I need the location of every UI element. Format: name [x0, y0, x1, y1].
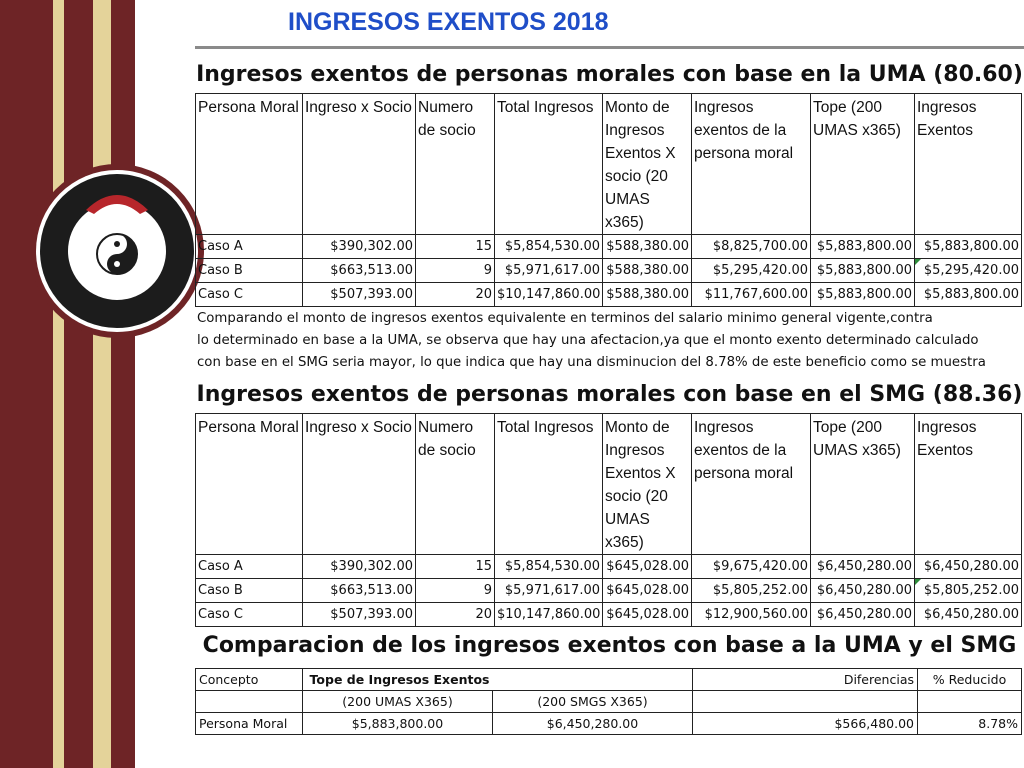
cell-monto: $588,380.00 — [603, 235, 692, 259]
spreadsheet — [195, 50, 1024, 740]
cell-socios: 15 — [416, 555, 495, 579]
cell-caso: Caso A — [196, 555, 303, 579]
comparison-data-row — [196, 713, 1022, 735]
cmp-cell-smg: $6,450,280.00 — [493, 713, 693, 735]
smg-header-row — [196, 414, 1022, 555]
header-ingreso-socio: Ingreso x Socio — [303, 414, 416, 555]
header-monto-exentos: Monto de Ingresos Exentos X socio (20 UMAS x365) — [603, 414, 692, 555]
cell-monto: $588,380.00 — [603, 259, 692, 283]
cell-monto: $588,380.00 — [603, 283, 692, 307]
cell-exentos-pm: $5,295,420.00 — [692, 259, 811, 283]
uma-header-row — [196, 94, 1022, 235]
cell-caso: Caso B — [196, 579, 303, 603]
smg-table — [195, 413, 1022, 627]
cmp-header-concepto: Concepto — [196, 669, 303, 691]
cell-exentos-pm: $12,900,560.00 — [692, 603, 811, 627]
cell-exentos: $5,295,420.00 — [915, 259, 1022, 283]
header-ingresos-exentos: Ingresos Exentos — [915, 414, 1022, 555]
cmp-sub-smg: (200 SMGS X365) — [493, 691, 693, 713]
cell-monto: $645,028.00 — [603, 579, 692, 603]
stripe-gold-1 — [53, 0, 64, 768]
cell-exentos: $5,883,800.00 — [915, 235, 1022, 259]
table-row — [196, 579, 1022, 603]
cmp-cell-pct: 8.78% — [918, 713, 1022, 735]
cell-socios: 20 — [416, 603, 495, 627]
header-exentos-pm: Ingresos exentos de la persona moral — [692, 94, 811, 235]
header-numero-socio: Numero de socio — [416, 414, 495, 555]
cell-exentos-pm: $5,805,252.00 — [692, 579, 811, 603]
divider-line — [195, 46, 1024, 49]
cell-total: $5,854,530.00 — [495, 235, 603, 259]
cell-tope: $6,450,280.00 — [811, 555, 915, 579]
cell-exentos: $5,805,252.00 — [915, 579, 1022, 603]
cell-ingreso: $507,393.00 — [303, 283, 416, 307]
uma-table-title: Ingresos exentos de personas morales con base en la UMA (80.60) — [196, 62, 1023, 87]
comparison-subheader-row — [196, 691, 1022, 713]
stripe-maroon-2 — [64, 0, 93, 768]
uma-table — [195, 93, 1022, 307]
cell-total: $10,147,860.00 — [495, 283, 603, 307]
table-row — [196, 555, 1022, 579]
paragraph-line: con base en el SMG seria mayor, lo que indica que hay una disminucion del 8.78% de este beneficio como se muestra — [197, 355, 986, 370]
cell-tope: $5,883,800.00 — [811, 235, 915, 259]
cell-caso: Caso C — [196, 603, 303, 627]
cmp-cell-uma: $5,883,800.00 — [303, 713, 493, 735]
table-row — [196, 259, 1022, 283]
cmp-sub-empty — [693, 691, 918, 713]
cell-total: $10,147,860.00 — [495, 603, 603, 627]
cmp-sub-uma: (200 UMAS X365) — [303, 691, 493, 713]
cell-total: $5,971,617.00 — [495, 579, 603, 603]
cmp-header-reducido: % Reducido — [918, 669, 1022, 691]
header-exentos-pm: Ingresos exentos de la persona moral — [692, 414, 811, 555]
slide-title: INGRESOS EXENTOS 2018 — [288, 8, 609, 36]
cell-total: $5,854,530.00 — [495, 555, 603, 579]
header-persona-moral: Persona Moral — [196, 94, 303, 235]
header-total-ingresos: Total Ingresos — [495, 414, 603, 555]
smg-table-title: Ingresos exentos de personas morales con base en el SMG (88.36) — [196, 382, 1023, 407]
cell-exentos-pm: $9,675,420.00 — [692, 555, 811, 579]
cell-ingreso: $390,302.00 — [303, 555, 416, 579]
cell-ingreso: $663,513.00 — [303, 579, 416, 603]
cmp-cell-label: Persona Moral — [196, 713, 303, 735]
cmp-sub-empty — [196, 691, 303, 713]
table-row — [196, 283, 1022, 307]
header-ingreso-socio: Ingreso x Socio — [303, 94, 416, 235]
comparison-title: Comparacion de los ingresos exentos con base a la UMA y el SMG — [202, 633, 1017, 658]
cell-socios: 15 — [416, 235, 495, 259]
cmp-header-diferencias: Diferencias — [693, 669, 918, 691]
header-tope: Tope (200 UMAS x365) — [811, 94, 915, 235]
cell-exentos: $6,450,280.00 — [915, 603, 1022, 627]
header-monto-exentos: Monto de Ingresos Exentos X socio (20 UMAS x365) — [603, 94, 692, 235]
cell-socios: 9 — [416, 579, 495, 603]
header-ingresos-exentos: Ingresos Exentos — [915, 94, 1022, 235]
cell-exentos: $6,450,280.00 — [915, 555, 1022, 579]
cell-monto: $645,028.00 — [603, 603, 692, 627]
company-logo — [28, 162, 206, 340]
cmp-sub-empty — [918, 691, 1022, 713]
cell-tope: $6,450,280.00 — [811, 579, 915, 603]
stripe-maroon-1 — [0, 0, 53, 768]
comparison-header-row — [196, 669, 1022, 691]
table-row — [196, 603, 1022, 627]
cell-socios: 20 — [416, 283, 495, 307]
stripe-gold-2 — [93, 0, 111, 768]
comparison-paragraph — [197, 308, 1022, 374]
header-total-ingresos: Total Ingresos — [495, 94, 603, 235]
cell-exentos: $5,883,800.00 — [915, 283, 1022, 307]
cell-exentos-pm: $8,825,700.00 — [692, 235, 811, 259]
cell-exentos-pm: $11,767,600.00 — [692, 283, 811, 307]
comparison-table — [195, 668, 1022, 735]
paragraph-line: Comparando el monto de ingresos exentos equivalente en terminos del salario minimo general vigente,contra — [197, 311, 933, 326]
header-numero-socio: Numero de socio — [416, 94, 495, 235]
cell-tope: $5,883,800.00 — [811, 259, 915, 283]
stripe-maroon-3 — [111, 0, 135, 768]
cell-tope: $6,450,280.00 — [811, 603, 915, 627]
cell-tope: $5,883,800.00 — [811, 283, 915, 307]
cell-ingreso: $390,302.00 — [303, 235, 416, 259]
yin-yang-icon — [97, 234, 137, 274]
paragraph-line: lo determinado en base a la UMA, se observa que hay una afectacion,ya que el monto exento determinado calculado — [197, 333, 979, 348]
cell-caso: Caso C — [196, 283, 303, 307]
cmp-cell-diff: $566,480.00 — [693, 713, 918, 735]
cell-total: $5,971,617.00 — [495, 259, 603, 283]
header-tope: Tope (200 UMAS x365) — [811, 414, 915, 555]
header-persona-moral: Persona Moral — [196, 414, 303, 555]
cmp-header-tope: Tope de Ingresos Exentos — [303, 669, 493, 691]
cmp-header-tope-cont — [493, 669, 693, 691]
cell-socios: 9 — [416, 259, 495, 283]
cell-caso: Caso A — [196, 235, 303, 259]
cell-ingreso: $663,513.00 — [303, 259, 416, 283]
table-row — [196, 235, 1022, 259]
cell-monto: $645,028.00 — [603, 555, 692, 579]
cell-ingreso: $507,393.00 — [303, 603, 416, 627]
cell-caso: Caso B — [196, 259, 303, 283]
